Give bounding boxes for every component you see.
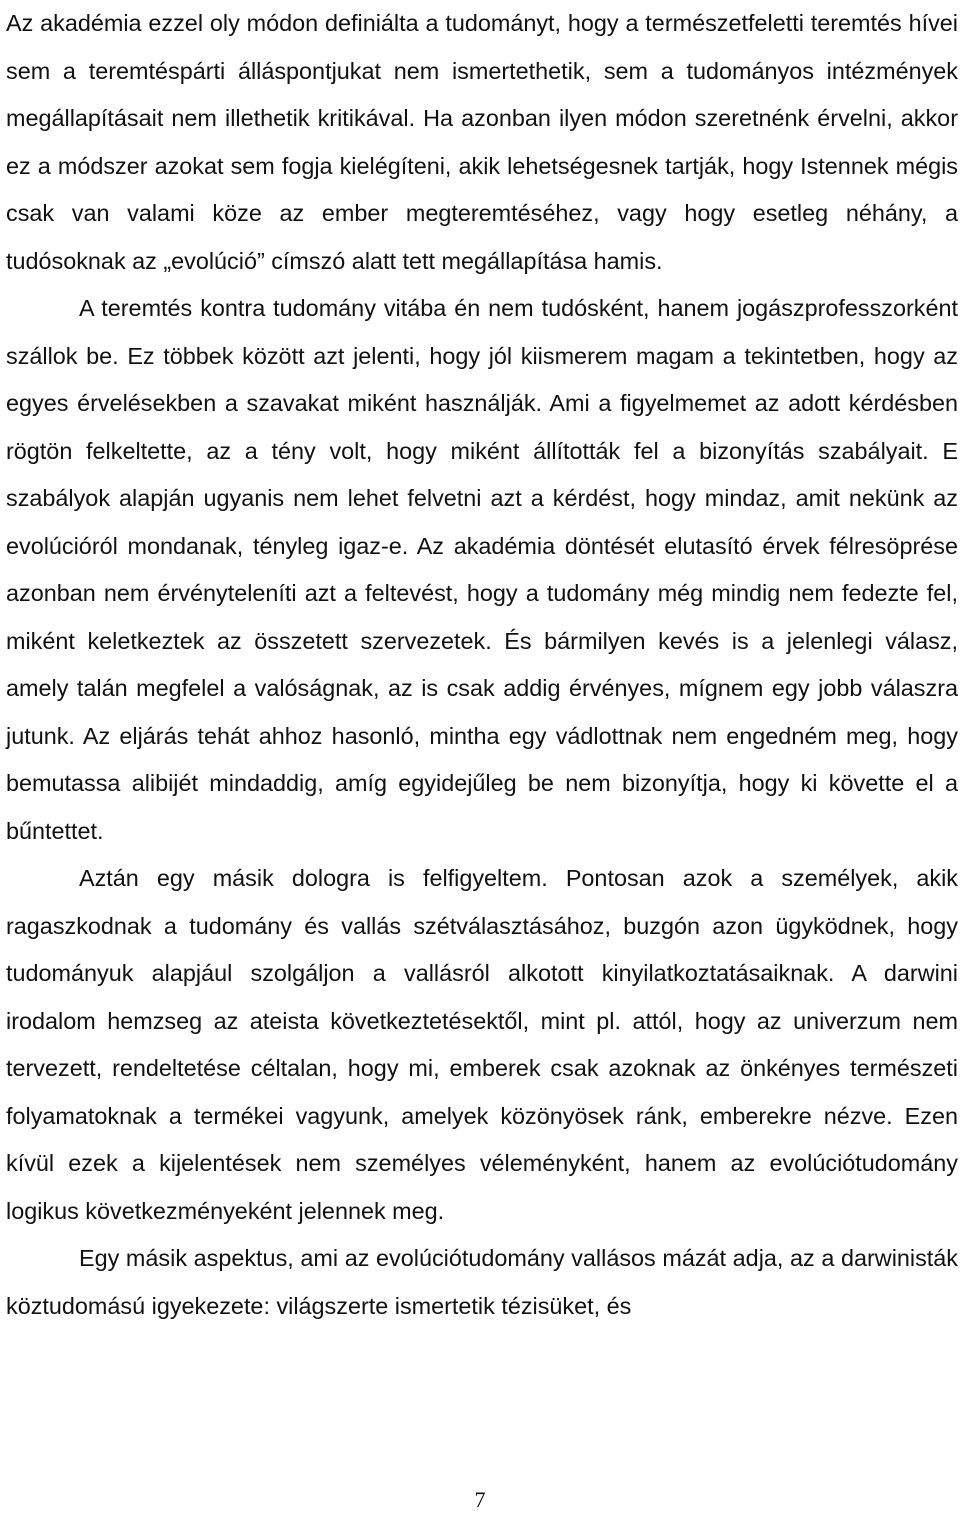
paragraph-4: Egy másik aspektus, ami az evolúciótudomány vallásos mázát adja, az a darwinisták köztudomású igyekezete: világszerte ismertetik tézisüket, és bbox=[6, 1245, 958, 1319]
paragraph-3: Aztán egy másik dologra is felfigyeltem. Pontosan azok a személyek, akik ragaszkodnak a tudomány és vallás szétválasztásához, buzgón azon ügyködnek, hogy tudományuk alapjául szolgáljon a vallásról alkotott kinyilatkoztatásaiknak. A darwini irodalom hemzseg az ateista következtetésektől, mint pl. attól, hogy az univerzum nem tervezett, rendeltetése céltalan, hogy mi, emberek csak azoknak az önkényes természeti folyamatoknak a termékei vagyunk, amelyek közönyösek ránk, emberekre nézve. Ezen kívül ezek a kijelentések nem személyes véleményként, hanem az evolúciótudomány logikus következményeként jelennek meg. bbox=[6, 865, 958, 1224]
document-page bbox=[6, 0, 958, 1330]
paragraph-2: A teremtés kontra tudomány vitába én nem tudósként, hanem jogászprofesszorként szállok be. Ez többek között azt jelenti, hogy jól kiismerem magam a tekintetben, hogy az egyes érvelésekben a szavakat miként használják. Ami a figyelmemet az adott kérdésben rögtön felkeltette, az a tény volt, hogy miként állították fel a bizonyítás szabályait. E szabályok alapján ugyanis nem lehet felvetni azt a kérdést, hogy mindaz, amit nekünk az evolúcióról mondanak, tényleg igaz-e. Az akadémia döntését elutasító érvek félresöprése azonban nem érvényteleníti azt a feltevést, hogy a tudomány még mindig nem fedezte fel, miként keletkeztek az összetett szervezetek. És bármilyen kevés is a jelenlegi válasz, amely talán megfelel a valóságnak, az is csak addig érvényes, mígnem egy jobb válaszra jutunk. Az eljárás tehát ahhoz hasonló, mintha egy vádlottnak nem engedném meg, hogy bemutassa alibijét mindaddig, amíg egyidejűleg be nem bizonyítja, hogy ki követte el a bűntettet. bbox=[6, 295, 958, 844]
page-number: 7 bbox=[474, 1487, 486, 1512]
paragraph-1: Az akadémia ezzel oly módon definiálta a tudományt, hogy a természetfeletti teremtés hívei sem a teremtéspárti álláspontjukat nem ismertethetik, sem a tudományos intézmények megállapításait nem illethetik kritikával. Ha azonban ilyen módon szeretnénk érvelni, akkor ez a módszer azokat sem fogja kielégíteni, akik lehetségesnek tartják, hogy Istennek mégis csak van valami köze az ember megteremtéséhez, vagy hogy esetleg néhány, a tudósoknak az „evolúció” címszó alatt tett megállapítása hamis. bbox=[6, 10, 958, 274]
